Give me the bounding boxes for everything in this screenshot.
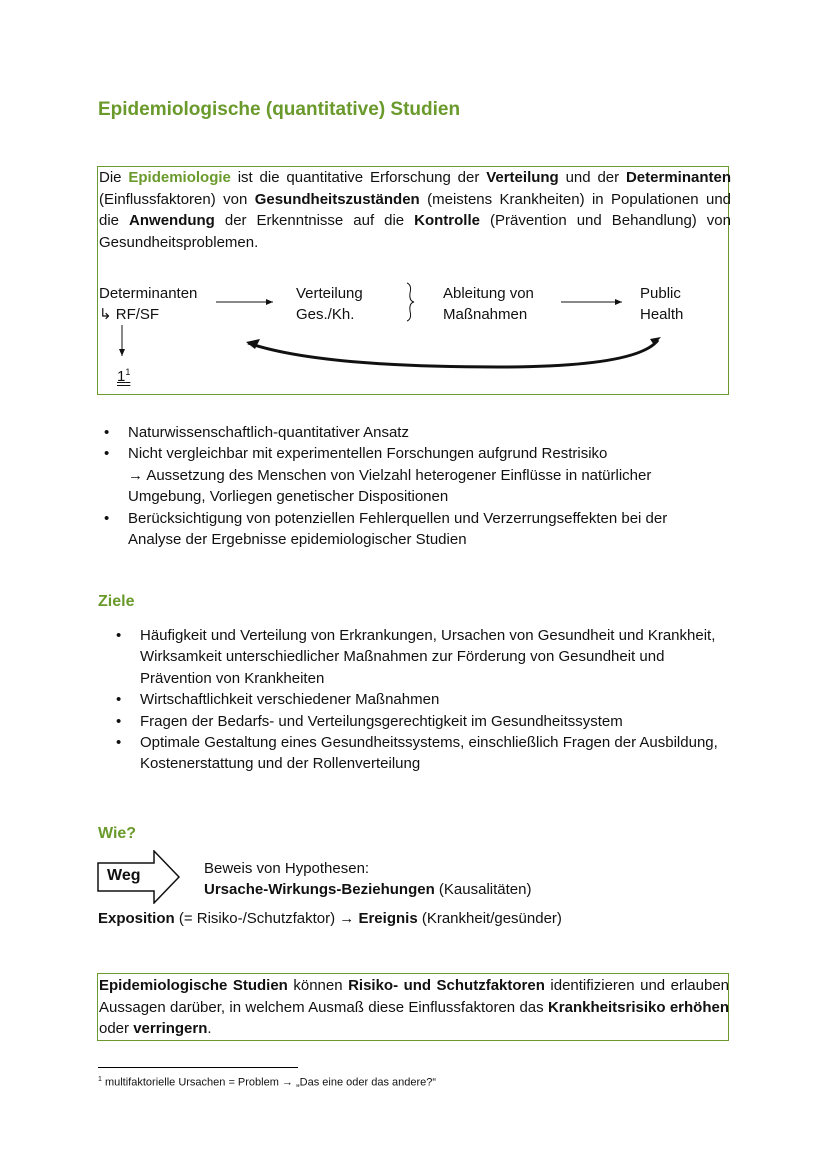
definition-segment: Verteilung [486, 169, 559, 186]
list-item: • Berücksichtigung von potenziellen Fehlerquellen und Verzerrungseffekten bei der Analyse der Ergebnisse epidemiologischer Studien [98, 508, 738, 551]
conclusion-segment: Risiko- und Schutzfaktoren [348, 977, 545, 994]
definition-box [97, 166, 732, 395]
heading-ziele: Ziele [98, 593, 135, 610]
conclusion-text [99, 975, 729, 1040]
flow-verteilung-label: Verteilung [296, 285, 363, 302]
conclusion-segment: verringern [133, 1020, 208, 1037]
footnote-divider [98, 1067, 298, 1068]
definition-segment: ist die quantitative Erforschung der [230, 169, 487, 186]
definition-segment: Die [99, 169, 129, 186]
flow-massnahmen-label: Maßnahmen [443, 306, 528, 323]
conclusion-segment: können [287, 977, 349, 994]
conclusion-segment: Epidemiologische Studien [99, 977, 288, 994]
definition-segment: Kontrolle [414, 212, 480, 229]
weg-line2: Ursache-Wirkungs-Beziehungen (Kausalitäten) [204, 881, 532, 898]
definition-segment: (meistens Krankheiten) in Populationen und die [99, 190, 732, 229]
curved-arrow-icon [248, 340, 658, 367]
conclusion-segment: oder [99, 1020, 134, 1037]
definition-segment: Anwendung [129, 212, 215, 229]
weg-description [204, 858, 531, 900]
flow-determinanten-label: Determinanten [99, 285, 198, 302]
brace-icon [407, 283, 414, 321]
heading-wie: Wie? [98, 825, 137, 842]
intro-bullet-list [98, 422, 738, 550]
weg-arrow [97, 850, 181, 904]
definition-segment: (Einflussfaktoren) von [99, 190, 255, 208]
flow-rfsf-label: ↳ RF/SF [99, 306, 160, 323]
page-title: Epidemiologische (quantitative) Studien [98, 99, 461, 120]
flow-health-label: Health [640, 306, 684, 323]
weg-line1: Beweis von Hypothesen: [204, 860, 370, 877]
list-item: • Optimale Gestaltung eines Gesundheitssystems, einschließlich Fragen der Ausbildung, Kostenerstattung und der Rollenverteilung [110, 732, 740, 775]
footnote: $^1$ multifaktorielle Ursachen = Problem → „Das eine oder das andere?“ [98, 1076, 437, 1089]
definition-segment: (Prävention und Behandlung) von Gesundheitsproblemen. [99, 212, 731, 251]
definition-segment: Determinanten [625, 169, 731, 186]
ziele-bullet-list [110, 625, 740, 775]
flow-ableitung-label: Ableitung von [443, 285, 534, 302]
conclusion-segment: Krankheitsrisiko erhöhen [547, 998, 729, 1016]
footnote-reference: $1^1$ [117, 367, 131, 385]
conclusion-box [97, 973, 729, 1041]
exposition-line: Exposition (= Risiko-/Schutzfaktor) → Ereignis (Krankheit/gesünder) [98, 910, 562, 927]
list-item: • Nicht vergleichbar mit experimentellen Forschungen aufgrund Restrisiko → Aussetzung des Menschen von Vielzahl heterogener Einflüsse in natürlicher Umgebung, Vorliegen genetischer Dispositionen [98, 443, 738, 507]
conclusion-segment: . [207, 1020, 212, 1037]
definition-segment: der Erkenntnisse auf die [214, 212, 415, 229]
flow-diagram-arrows [98, 167, 728, 393]
flow-geskh-label: Ges./Kh. [296, 306, 355, 323]
definition-segment: Epidemiologie [128, 169, 231, 186]
list-item: • Fragen der Bedarfs- und Verteilungsgerechtigkeit im Gesundheitssystem [110, 711, 740, 732]
weg-label: Weg [107, 867, 141, 884]
flow-public-label: Public [640, 285, 681, 302]
definition-segment: Gesundheitszuständen [254, 190, 420, 208]
list-item: • Häufigkeit und Verteilung von Erkrankungen, Ursachen von Gesundheit und Krankheit, Wirksamkeit unterschiedlicher Maßnahmen zur Förderung von Gesundheit und Prävention von Krankheiten [110, 625, 740, 689]
definition-segment: und der [558, 169, 626, 186]
conclusion-segment: identifizieren und erlauben Aussagen darüber, in welchem Ausmaß diese Einflussfaktoren das [99, 977, 730, 1016]
list-item: • Naturwissenschaftlich-quantitativer Ansatz [98, 422, 738, 443]
list-item: • Wirtschaftlichkeit verschiedener Maßnahmen [110, 689, 740, 710]
